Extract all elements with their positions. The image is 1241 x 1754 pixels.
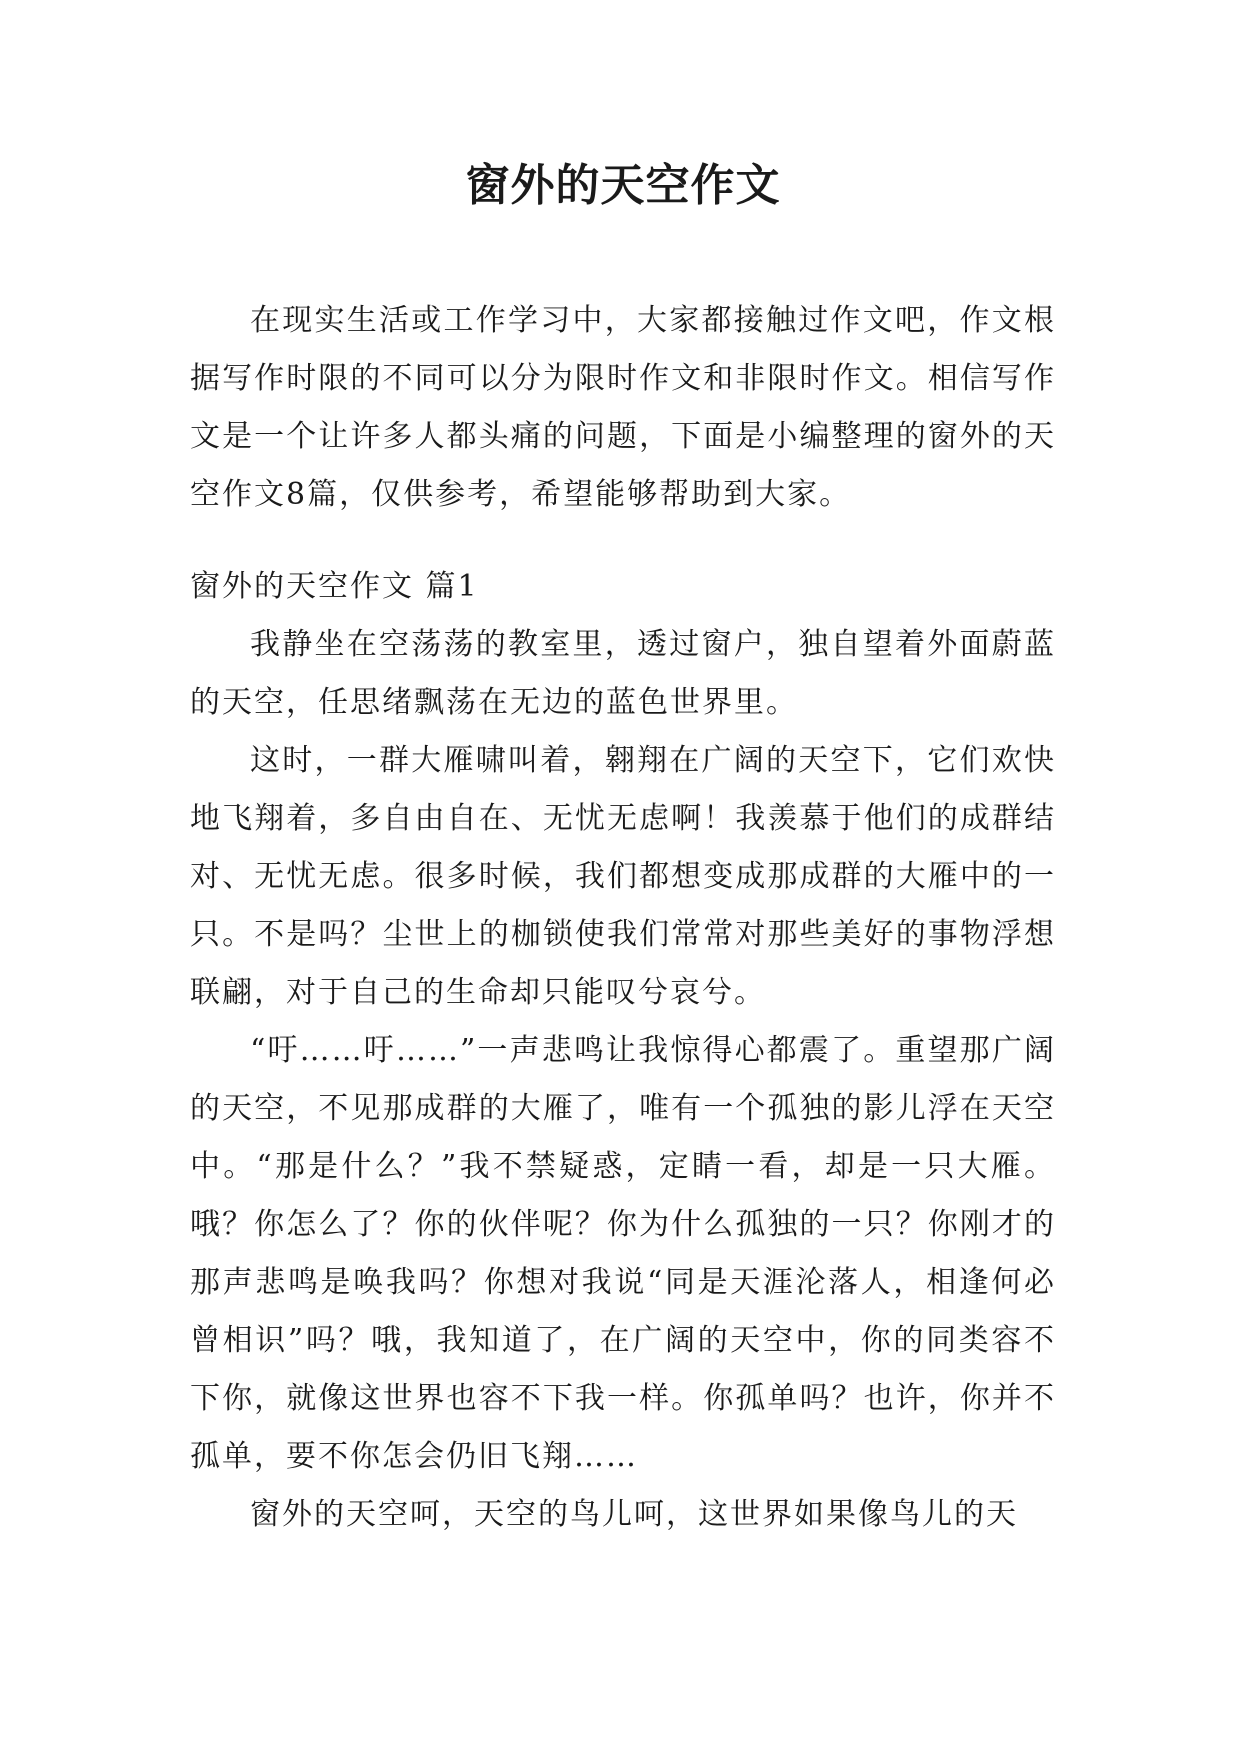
- document-body: [190, 292, 1056, 1544]
- paragraph-3: “吁……吁……”一声悲鸣让我惊得心都震了。重望那广阔的天空，不见那成群的大雁了，唯有一个孤独的影儿浮在天空中。“那是什么？”我不禁疑惑，定睛一看，却是一只大雁。哦？你怎么了？你的伙伴呢？你为什么孤独的一只？你刚才的那声悲鸣是唤我吗？你想对我说“同是天涯沦落人，相逢何必曾相识”吗？哦，我知道了，在广阔的天空中，你的同类容不下你，就像这世界也容不下我一样。你孤单吗？也许，你并不孤单，要不你怎会仍旧飞翔……: [190, 1033, 1056, 1474]
- paragraph-1: 我静坐在空荡荡的教室里，透过窗户，独自望着外面蔚蓝的天空，任思绪飘荡在无边的蓝色世界里。: [190, 627, 1056, 720]
- document-title: 窗外的天空作文: [465, 160, 781, 211]
- paragraph-4: 窗外的天空呵，天空的鸟儿呵，这世界如果像鸟儿的天: [250, 1497, 1018, 1532]
- intro-paragraph: 在现实生活或工作学习中，大家都接触过作文吧，作文根据写作时限的不同可以分为限时作文和非限时作文。相信写作文是一个让许多人都头痛的问题，下面是小编整理的窗外的天空作文8篇，仅供参考，希望能够帮助到大家。: [190, 303, 1056, 512]
- document-page: [190, 150, 1056, 1544]
- paragraph-2: 这时，一群大雁啸叫着，翱翔在广阔的天空下，它们欢快地飞翔着，多自由自在、无忧无虑啊！我羡慕于他们的成群结对、无忧无虑。很多时候，我们都想变成那成群的大雁中的一只。不是吗？尘世上的枷锁使我们常常对那些美好的事物浮想联翩，对于自己的生命却只能叹兮哀兮。: [190, 743, 1056, 1010]
- section-heading: 窗外的天空作文 篇1: [190, 569, 479, 604]
